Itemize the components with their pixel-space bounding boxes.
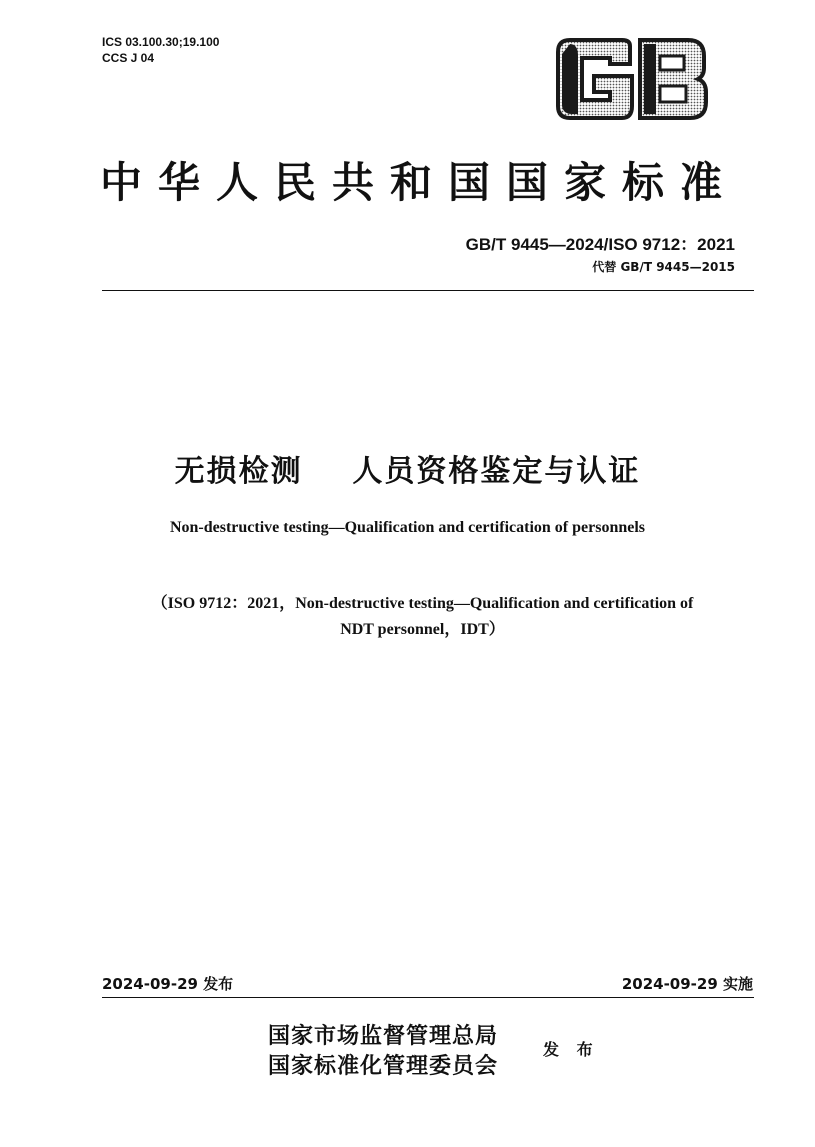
replaced-standard: 代替 GB/T 9445—2015 <box>592 260 735 274</box>
chinese-title: 无损检测 人员资格鉴定与认证 <box>174 454 641 489</box>
gb-logo <box>552 38 712 124</box>
header-divider <box>102 290 754 291</box>
issuing-agency-2: 国家标准化管理委员会 <box>268 1053 499 1079</box>
adoption-line-1: （ISO 9712：2021，Non-destructive testing—Qualification and certification of <box>151 595 694 612</box>
issue-date: 2024-09-29 发布 <box>102 975 234 993</box>
ccs-code: CCS J 04 <box>102 51 155 65</box>
country-standard-title: 中华人民共和国国家标准 <box>100 158 739 207</box>
standard-number: GB/T 9445—2024/ISO 9712：2021 <box>465 235 735 254</box>
publish-label: 发 布 <box>543 1040 599 1059</box>
adoption-line-2: NDT personnel，IDT） <box>340 621 505 638</box>
english-title: Non-destructive testing—Qualification and certification of personnels <box>169 519 646 536</box>
ics-code: ICS 03.100.30;19.100 <box>102 35 220 49</box>
adoption-note <box>100 591 745 643</box>
classification-codes <box>102 34 219 66</box>
issuing-agency-1: 国家市场监督管理总局 <box>268 1023 499 1049</box>
footer-divider <box>102 997 754 998</box>
gb-logo-graphic <box>552 38 712 120</box>
implementation-date: 2024-09-29 实施 <box>621 975 753 993</box>
